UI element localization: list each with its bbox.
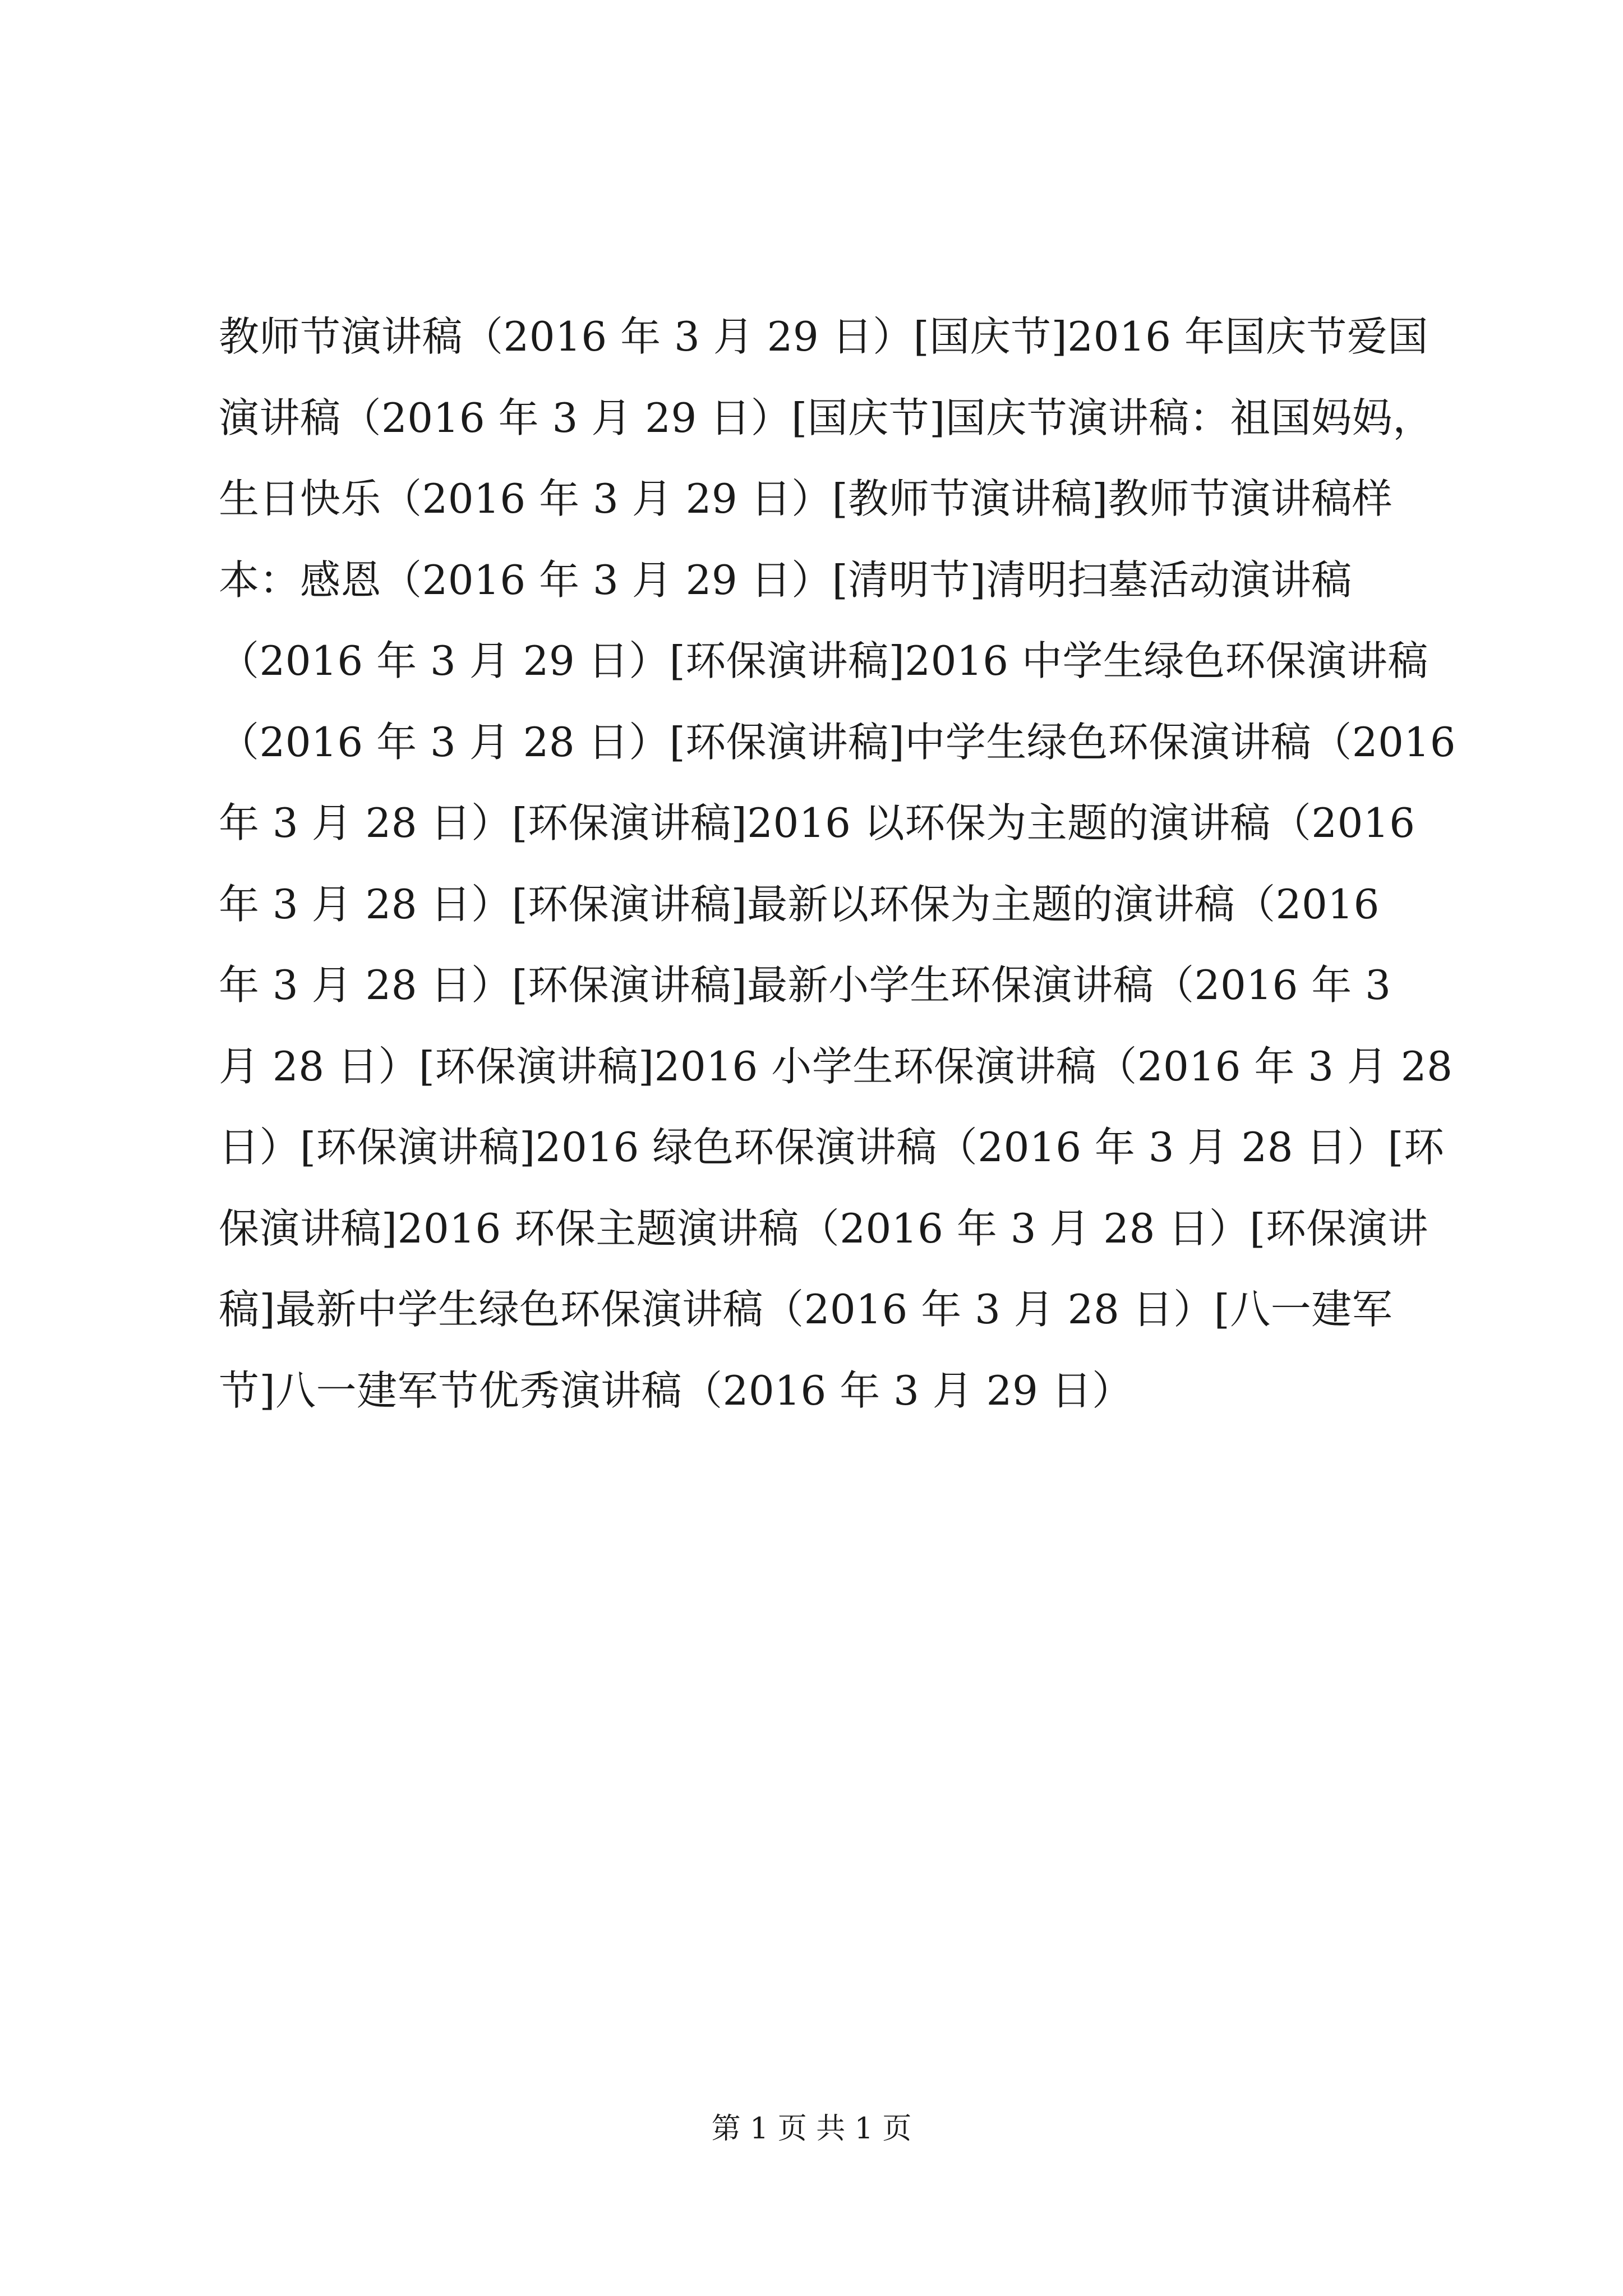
text-line: 节]八一建军节优秀演讲稿（2016 年 3 月 29 日） (219, 1366, 1133, 1414)
text-line: （2016 年 3 月 29 日）[环保演讲稿]2016 中学生绿色环保演讲稿 (219, 637, 1428, 684)
body-paragraph (219, 296, 1456, 1431)
text-line: 年 3 月 28 日）[环保演讲稿]最新以环保为主题的演讲稿（2016 (219, 880, 1380, 928)
page-number-label: 第 1 页 共 1 页 (711, 2112, 912, 2146)
text-line: 本：感恩（2016 年 3 月 29 日）[清明节]清明扫墓活动演讲稿 (219, 556, 1352, 604)
text-line: 月 28 日）[环保演讲稿]2016 小学生环保演讲稿（2016 年 3 月 28 (219, 1042, 1453, 1090)
text-line: 生日快乐（2016 年 3 月 29 日）[教师节演讲稿]教师节演讲稿样 (219, 475, 1393, 522)
text-line: 稿]最新中学生绿色环保演讲稿（2016 年 3 月 28 日）[八一建军 (219, 1286, 1393, 1333)
text-line: 保演讲稿]2016 环保主题演讲稿（2016 年 3 月 28 日）[环保演讲 (219, 1204, 1428, 1252)
text-line: 年 3 月 28 日）[环保演讲稿]最新小学生环保演讲稿（2016 年 3 (219, 961, 1391, 1009)
text-line: 日）[环保演讲稿]2016 绿色环保演讲稿（2016 年 3 月 28 日）[环 (219, 1124, 1445, 1171)
text-line: 教师节演讲稿（2016 年 3 月 29 日）[国庆节]2016 年国庆节爱国 (219, 313, 1428, 360)
text-line: 演讲稿（2016 年 3 月 29 日）[国庆节]国庆节演讲稿：祖国妈妈， (219, 394, 1433, 441)
page-footer (0, 2109, 1623, 2148)
text-line: 年 3 月 28 日）[环保演讲稿]2016 以环保为主题的演讲稿（2016 (219, 799, 1415, 846)
text-line: （2016 年 3 月 28 日）[环保演讲稿]中学生绿色环保演讲稿（2016 (219, 718, 1456, 766)
